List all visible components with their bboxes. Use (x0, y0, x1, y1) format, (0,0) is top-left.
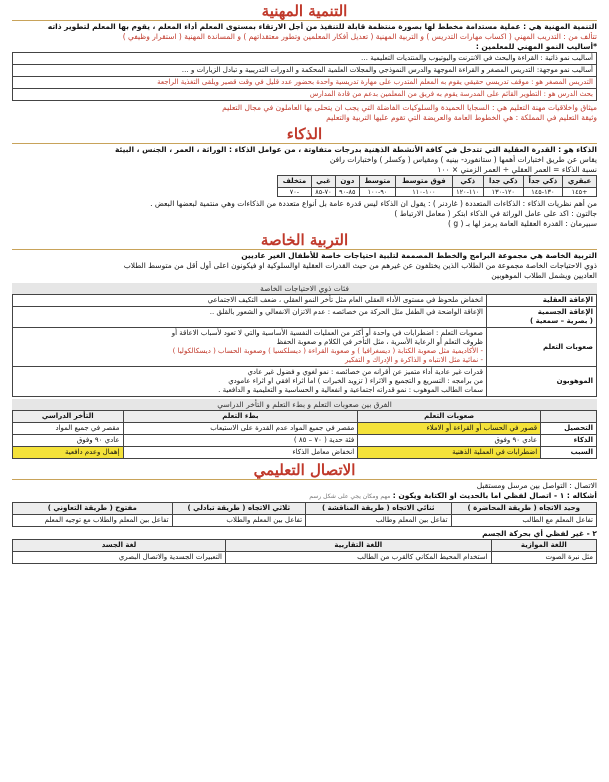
iq-category: غبي (311, 176, 335, 188)
iq-category: عبقري (563, 176, 597, 188)
pd-style-row: أساليب نمو ذاتية : القراءة والبحث في الانترنت واليوتيوب والمنتديات التعليمية … (13, 53, 597, 65)
nonverbal-type-desc: التعبيرات الجسدية والاتصال البصري (13, 552, 226, 564)
comparison-cell: السبب (541, 447, 597, 459)
category-desc: قدرات غير عادية أداء متميز عن أقرانه من خصائصه : نمو لغوي و فضول غير عادي من برامجه : التسريع و التجميع و الاثراء ( تزويد الخبرات ) اما اثراء افقي او اثراء عامودي سمات الطالب الموهوب : نمو قدراته اجتماعية و انفعالية و الحساسية و التعليمية و الدافعية . (13, 367, 487, 397)
comparison-row (13, 435, 597, 447)
verbal-type-desc: تفاعل بين المعلم والطلاب مع توجيه المعلم (13, 515, 173, 527)
comparison-cell: مقصر في جميع المواد عدم القدرة على الاستيعاب (123, 423, 358, 435)
iq-range: ١٢٠-١٣٠ (483, 188, 523, 197)
comparison-cell: التحصيل (541, 423, 597, 435)
nonverbal-type: اللغة التقاربية (226, 540, 492, 552)
nonverbal-type: اللغة الموازية (491, 540, 596, 552)
iq-category: ذكي (452, 176, 483, 188)
section-title-special-education: التربية الخاصة (260, 231, 349, 249)
iq-range: ٨٥-٩٠ (336, 188, 360, 197)
section-title-wrap (12, 233, 597, 249)
comparison-row (13, 447, 597, 459)
comparison-header: صعوبات التعلم (358, 411, 541, 423)
comparison-cell: انخفاض معامل الذكاء (123, 447, 358, 459)
nonverbal-type-desc: استخدام المحيط المكاني كالقرب من الطالب (226, 552, 492, 564)
comparison-table (12, 410, 597, 459)
nonverbal-type: لغة الجسد (13, 540, 226, 552)
nonverbal-heading: ٢ - غير لفظي أي بحركة الجسم (482, 529, 597, 538)
iq-range: ١٣٠-١٤٥ (523, 188, 563, 197)
verbal-types-table (12, 502, 597, 527)
education-document: وثيقة التعليم في المملكة : هي الخطوط العامة والعريضة التي تقوم عليها التربية والتعليم (326, 113, 597, 122)
special-needs-definition: ذوي الاحتياجات الخاصة مجموعة من الطلاب الذين يختلفون عن غيرهم من حيث القدرات العقلية اوالسلوكية او فيكونون اعلى أول أقل من متوسط الطلاب (123, 261, 597, 270)
comparison-cell: قصور في الحساب أو القراءة أو الاملاء (358, 423, 541, 435)
iq-range: +١٤٥ (563, 188, 597, 197)
section-title-communication: الاتصال التعليمي (253, 461, 356, 479)
pd-definition: التنمية المهنية هي : عملية مستدامة مخطط لها بصورة منتظمة قابلة للتنفيذ من أجل الارتقاء بمستوى المعلم أداء المعلم ، يقوم بها المعلم لتطوير ذاته (47, 22, 597, 31)
category-name: الموهوبون (487, 367, 597, 397)
comparison-cell: الذكاء (541, 435, 597, 447)
comparison-row (13, 423, 597, 435)
categories-caption: فئات ذوي الاحتياجات الخاصة (12, 283, 597, 294)
pd-styles-heading: *أساليب النمو المهني للمعلمين : (475, 42, 597, 51)
section-title-wrap (12, 4, 597, 20)
iq-category: متوسط (359, 176, 396, 188)
ethics-charter: ميثاق واخلاقيات مهنة التعليم هي : السجايا الحميدة والسلوكيات الفاضلة التي يجب ان يتحلى بها العاملون في مجال التعليم (222, 103, 597, 112)
comparison-cell: إهمال وعدم دافعية (13, 447, 124, 459)
galton-note: جالتون : اكد على عامل الوراثة في الذكاء ابتكر ( معامل الارتباط ) (394, 209, 597, 218)
category-desc: الإعاقة الواضحة في الطفل مثل الحركة من خصائصه : عدم الاتزان الانفعالي و الشعور بالقلق .. (13, 307, 487, 328)
nonverbal-table (12, 539, 597, 564)
spearman-note: سبيرمان : القدرة العقلية العامة يرمز لها بـ ( g ) (448, 219, 597, 228)
section-title-intelligence: الذكاء (286, 125, 323, 143)
comparison-cell: فئة حدية ( ٧٠ – ٨٥ ) (123, 435, 358, 447)
communication-definition: الاتصال : التواصل بين مرسل ومستقبل (476, 481, 597, 490)
comparison-cell: اضطرابات في العملية الذهنية (358, 447, 541, 459)
iq-range: -٧٠ (278, 188, 312, 197)
iq-range: ٧٠-٨٥ (311, 188, 335, 197)
verbal-type: وحيد الاتجاه ( طريقة المحاضرة ) (451, 503, 596, 515)
iq-category: ذكي جدا (483, 176, 523, 188)
category-desc: انخفاض ملحوظ في مستوى الأداء العقلي العام مثل تأخر النمو العقلي ، ضعف التكيف الاجتماعي (13, 295, 487, 307)
iq-range: ١٠٠-١١٠ (396, 188, 452, 197)
verbal-type: مفتوح ( طريقة التعاوني ) (13, 503, 173, 515)
communication-forms: أشكاله : ١ - اتصال لفظي اما بالحديث او الكتابة ويكون : مهم ومكان يجي على شكل رسم (309, 491, 597, 500)
intelligence-definition: الذكاء هو : القدرة العقلية التي تتدخل في كافة الأنشطة الذهنية بدرجات متفاوتة ، من عوامل الذكاء : الوراثة ، العمر ، الجنس ، البيئة (114, 145, 597, 154)
comparison-cell: مقصر في جميع المواد (13, 423, 124, 435)
verbal-type-desc: تفاعل بين المعلم والطلاب (172, 515, 305, 527)
section-title-wrap (12, 463, 597, 479)
pd-style-row: التدريس المصغر هو : موقف تدريسي حقيقي يقوم به المعلم المتدرب على مهارة تدريسية واحدة بحضور عدد قليل في وقت قصير ويلقى التغذية الراجعة (13, 77, 597, 89)
iq-category: متخلف (278, 176, 312, 188)
verbal-type-desc: تفاعل بين المعلم وطالب (306, 515, 452, 527)
special-ed-definition: التربية الخاصة هي مجموعة البرامج والخطط المصممة لتلبية احتياجات خاصة للأطفال الغير عاديين (241, 251, 597, 260)
comparison-header (541, 411, 597, 423)
comparison-header: التأخر الدراسي (13, 411, 124, 423)
iq-category: ذكي جداً (523, 176, 563, 188)
comparison-cell: عادي ٩٠ وفوق (358, 435, 541, 447)
category-desc: صعوبات التعلم : اضطرابات في واحدة أو أكثر من العمليات النفسية الأساسية والتي لا تعود لأسباب الاعاقة أو ظروف التعلم أو الرعاية الأسرية ، مثل التأخر في الكلام و صعوبة الحفظ - الأكاديمية مثل صعوبة الكتابة ( ديسغرافيا ) و صعوبة القراءة ( ديسلكسيا ) وصعوبة الحساب ( ديسكالكوليا ) - نمائية مثل الانتباه و الذاكرة و الإدراك و التفكير (13, 328, 487, 367)
pd-components: تتألف من : التدريب المهني ( اكساب مهارات التدريس ) و التربية المهنية ( تعديل أفكار المعلمين وتطور معتقداتهم ) و المساندة المهنية ( استقرار وظيفي ) (122, 32, 597, 41)
verbal-type: ثلاثي الاتجاه ( طريقة تبادلي ) (172, 503, 305, 515)
comparison-caption: الفرق بين صعوبات التعلم و بطء التعلم و التأخر الدراسي (12, 399, 597, 410)
intelligence-measurement: يقاس عن طريق اختبارات أهمها ( ستانفورد- بينيه ) ومقياس ( وكسلر ) واختبارات رافن (329, 155, 597, 164)
categories-table (12, 294, 597, 397)
iq-formula: نسبة الذكاء = العمر العقلي ÷ العمر الزمني × ١٠٠ (437, 165, 597, 174)
section-title-professional-development: التنمية المهنية (261, 2, 348, 20)
comparison-cell: عادي ٩٠ وفوق (13, 435, 124, 447)
iq-table (277, 175, 597, 197)
section-title-wrap (12, 127, 597, 143)
iq-range: ١١٠-١٢٠ (452, 188, 483, 197)
category-name: صعوبات التعلم (487, 328, 597, 367)
comparison-header: بطء التعلم (123, 411, 358, 423)
iq-category: دون (336, 176, 360, 188)
category-name: الإعاقة الجسمية ( بصرية – سمعية ) (487, 307, 597, 328)
iq-range: ٩٠-١٠٠ (359, 188, 396, 197)
pd-style-row: بحث الدرس هو : التطوير القائم على المدرسة يقوم به فريق من المعلمين بدعم من قادة المدارس (13, 89, 597, 101)
verbal-type: ثنائي الاتجاه ( طريقة المناقشة ) (306, 503, 452, 515)
pd-style-row: أساليب نمو موجهة: التدريس المصغر و القراءة الموجهة والدرس النموذجي والمجلات العلمية المحكمة و الدورات التدريبية و تبادل الزيارات و … (13, 65, 597, 77)
iq-category: فوق متوسط (396, 176, 452, 188)
verbal-type-desc: تفاعل المعلم مع الطالب (451, 515, 596, 527)
pd-styles-table (12, 52, 597, 101)
multiple-intelligences: من أهم نظريات الذكاء : الذكاءات المتعددة ( غاردنر ) : يقول ان الذكاء ليس قدرة عامة بل أنواع متعددة من الذكاءات وهي منتمية لبعضها البعض . (150, 199, 597, 208)
nonverbal-type-desc: مثل نبرة الصوت (491, 552, 596, 564)
category-name: الإعاقة العقلية (487, 295, 597, 307)
special-needs-definition-cont: العاديين ويشمل الطلاب الموهوبين (491, 271, 597, 280)
